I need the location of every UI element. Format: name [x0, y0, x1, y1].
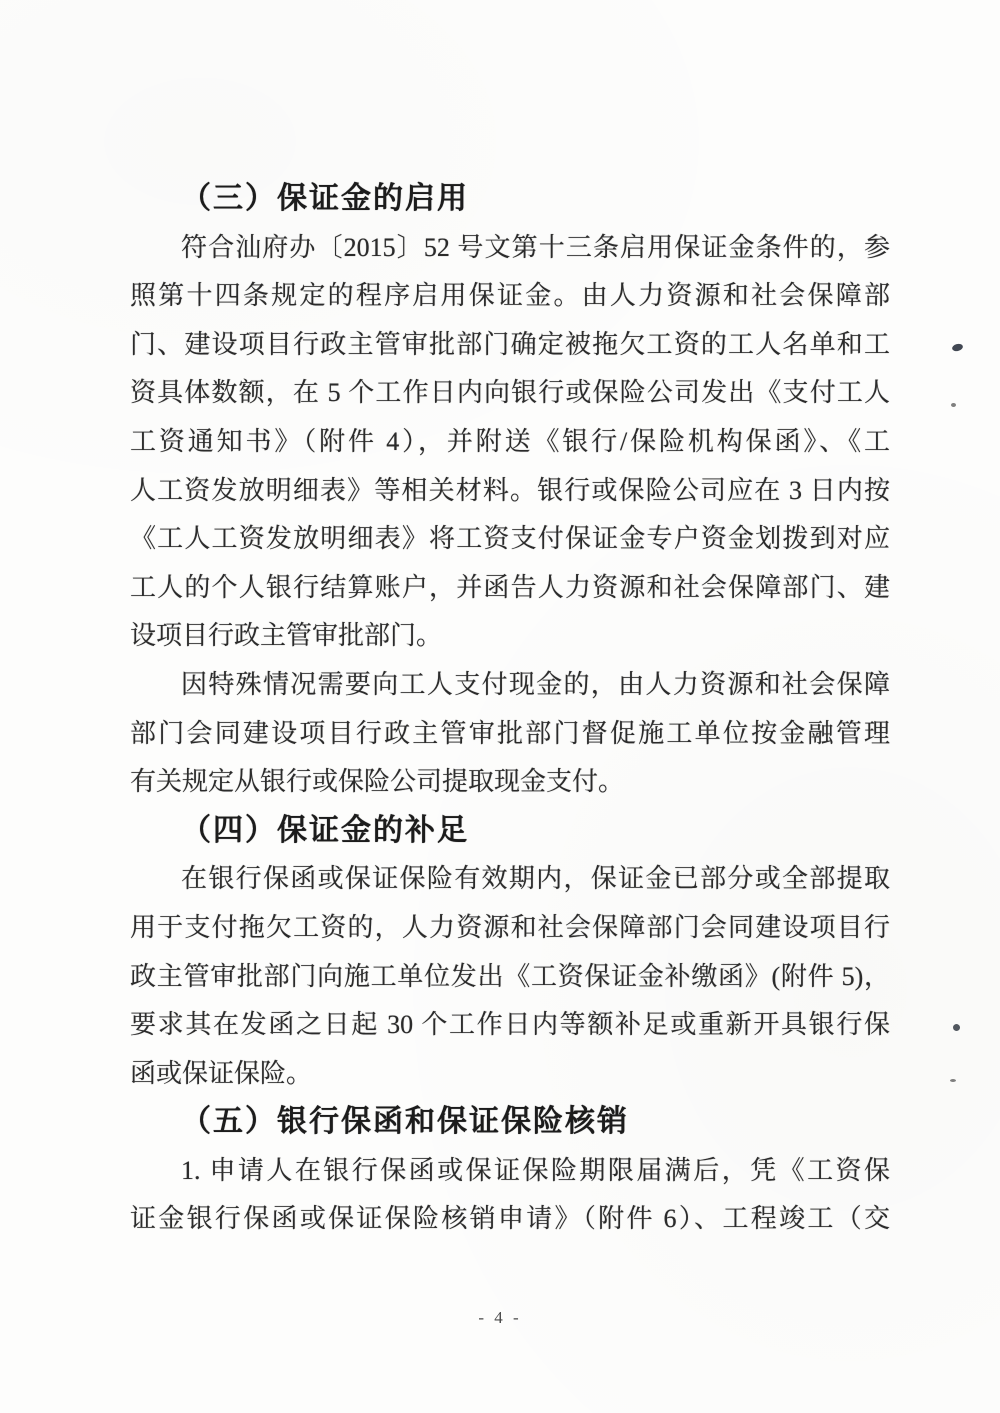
text-line: 照第十四条规定的程序启用保证金。由人力资源和社会保障部	[130, 281, 890, 311]
text-line: 部门会同建设项目行政主管审批部门督促施工单位按金融管理	[130, 718, 890, 748]
page-number: - 4 -	[478, 1308, 522, 1327]
text-line: 工人的个人银行结算账户，并函告人力资源和社会保障部门、建	[130, 572, 890, 602]
text-line: 政主管审批部门向施工单位发出《工资保证金补缴函》(附件 5)，	[130, 961, 890, 991]
text-line: 有关规定从银行或保险公司提取现金支付。	[130, 767, 625, 797]
document-text	[130, 175, 890, 1244]
scan-artifact	[952, 1023, 961, 1032]
text-line: 人工资发放明细表》等相关材料。银行或保险公司应在 3 日内按	[130, 475, 890, 505]
text-line: 设项目行政主管审批部门。	[130, 621, 443, 651]
scan-artifact	[950, 1079, 956, 1082]
section-heading-5: （五）银行保函和保证保险核销	[181, 1105, 629, 1139]
section-heading-3: （三）保证金的启用	[181, 182, 469, 215]
text-line: 因特殊情况需要向工人支付现金的，由人力资源和社会保障	[181, 669, 890, 699]
section-heading-4: （四）保证金的补足	[181, 813, 469, 847]
text-line: 函或保证保险。	[130, 1058, 313, 1088]
text-line: 用于支付拖欠工资的，人力资源和社会保障部门会同建设项目行	[130, 912, 890, 942]
text-line: 门、建设项目行政主管审批部门确定被拖欠工资的工人名单和工	[130, 329, 890, 359]
text-line: 1. 申请人在银行保函或保证保险期限届满后，凭《工资保	[181, 1155, 890, 1185]
text-line: 资具体数额，在 5 个工作日内向银行或保险公司发出《支付工人	[130, 378, 890, 408]
text-line: 在银行保函或保证保险有效期内，保证金已部分或全部提取	[181, 864, 890, 894]
text-line: 《工人工资发放明细表》将工资支付保证金专户资金划拨到对应	[130, 524, 890, 554]
text-line: 工资通知书》（附件 4），并附送《银行/保险机构保函》、《工	[130, 426, 890, 456]
text-line: 证金银行保函或保证保险核销申请》（附件 6）、工程竣工（交	[130, 1204, 890, 1234]
text-line: 符合汕府办〔2015〕52 号文第十三条启用保证金条件的，参	[181, 232, 890, 262]
scan-artifact	[951, 403, 956, 407]
scan-artifact	[951, 343, 963, 353]
text-line: 要求其在发函之日起 30 个工作日内等额补足或重新开具银行保	[130, 1010, 890, 1040]
